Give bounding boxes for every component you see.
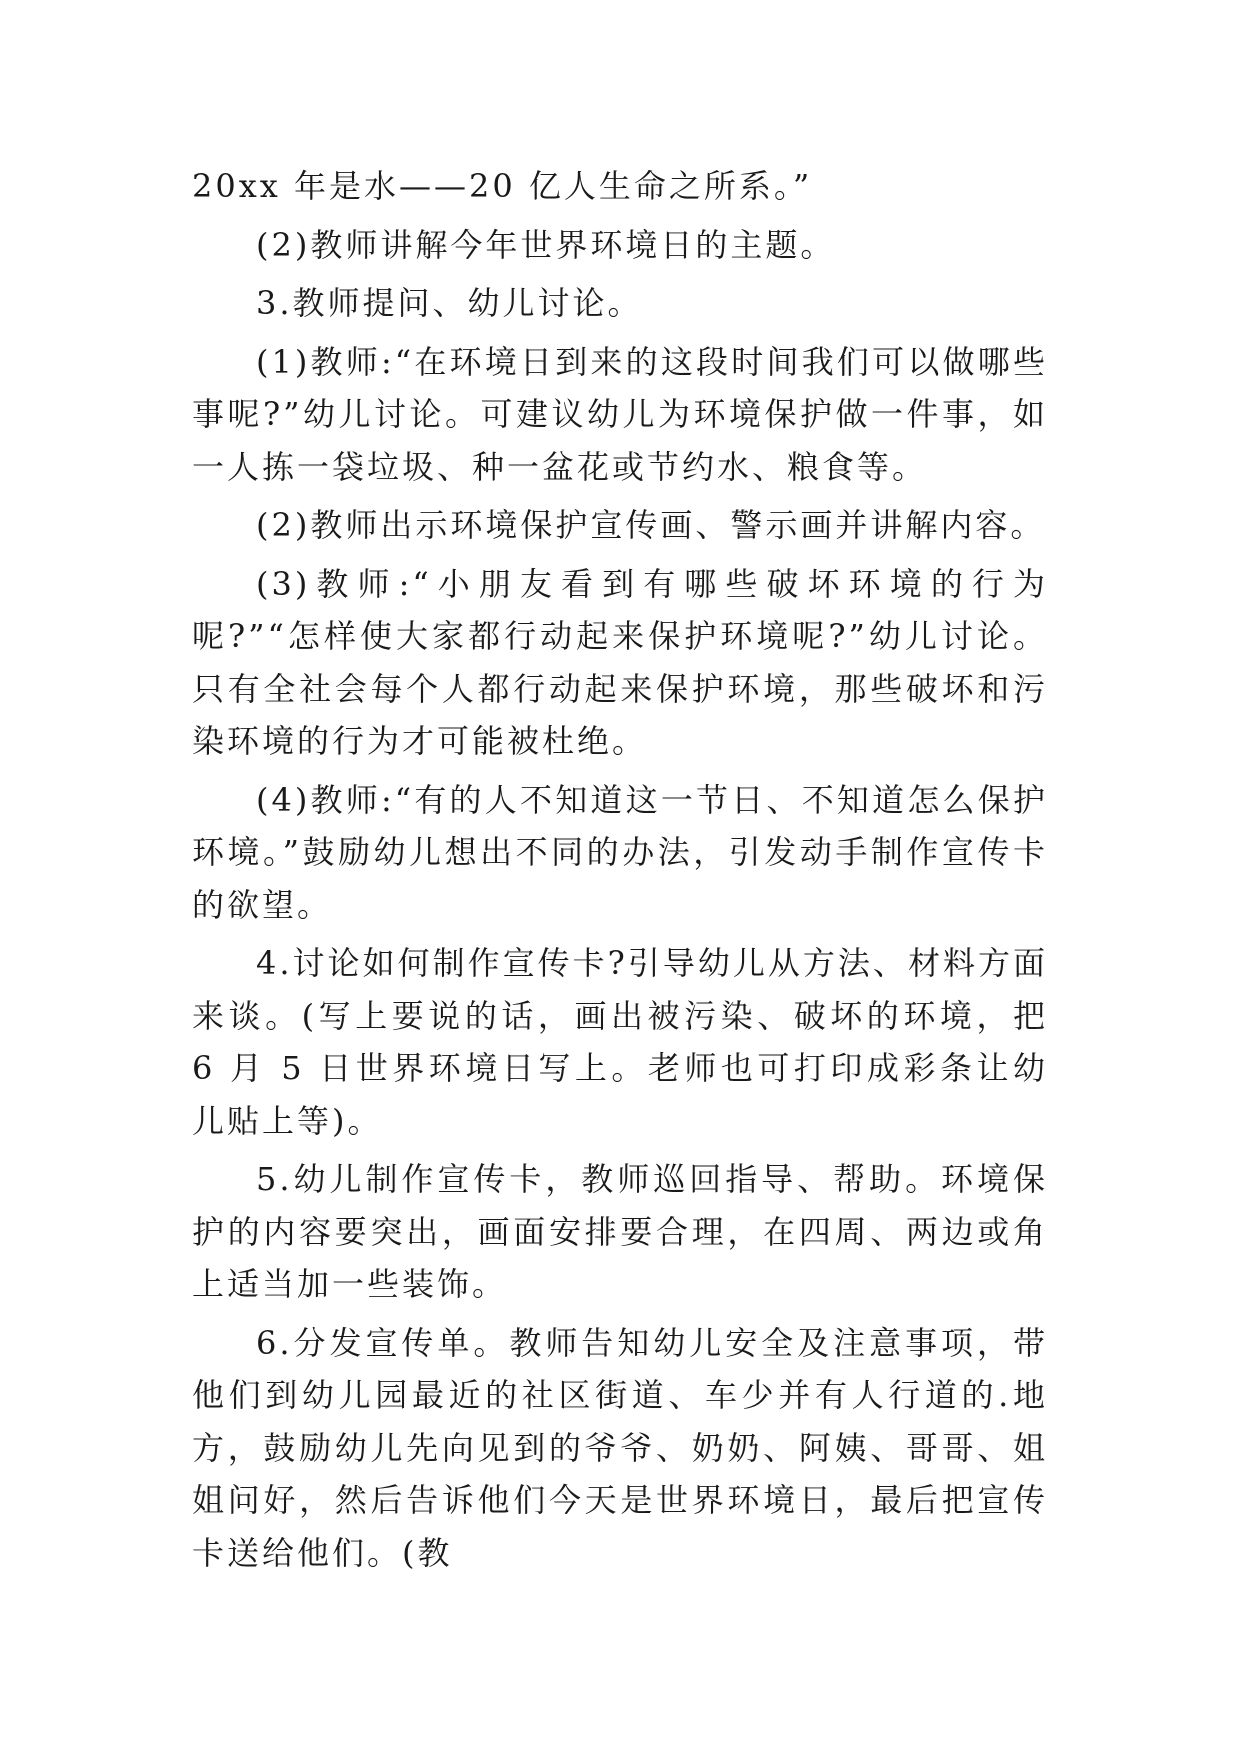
- paragraph-2: (2)教师讲解今年世界环境日的主题。: [256, 225, 836, 264]
- paragraph-5: (2)教师出示环境保护宣传画、警示画并讲解内容。: [256, 506, 1046, 544]
- paragraph-3: 3.教师提问、幼儿讨论。: [256, 284, 643, 322]
- paragraph-9: 5.幼儿制作宣传卡，教师巡回指导、帮助。环境保护的内容要突出，画面安排要合理，在四周、两边或角上适当加一些装饰。: [192, 1160, 1048, 1303]
- document-body: [192, 160, 1048, 1585]
- paragraph-8: 4.讨论如何制作宣传卡?引导幼儿从方法、材料方面来谈。(写上要说的话，画出被污染、破坏的环境，把 6 月 5 日世界环境日写上。老师也可打印成彩条让幼儿贴上等)。: [192, 944, 1048, 1140]
- paragraph-6: (3)教师:“小朋友看到有哪些破坏环境的行为呢?”“怎样使大家都行动起来保护环境呢?”幼儿讨论。只有全社会每个人都行动起来保护环境，那些破坏和污染环境的行为才可能被杜绝。: [192, 564, 1048, 760]
- paragraph-7: (4)教师:“有的人不知道这一节日、不知道怎么保护环境。”鼓励幼儿想出不同的办法，引发动手制作宣传卡的欲望。: [192, 780, 1048, 924]
- paragraph-1: 20xx 年是水——20 亿人生命之所系。”: [192, 167, 813, 205]
- paragraph-4: (1)教师:“在环境日到来的这段时间我们可以做哪些事呢?”幼儿讨论。可建议幼儿为环境保护做一件事，如一人拣一袋垃圾、种一盆花或节约水、粮食等。: [192, 342, 1048, 486]
- paragraph-10: 6.分发宣传单。教师告知幼儿安全及注意事项，带他们到幼儿园最近的社区街道、车少并有人行道的.地方，鼓励幼儿先向见到的爷爷、奶奶、阿姨、哥哥、姐姐问好，然后告诉他们今天是世界环境日，最后把宣传卡送给他们。(教: [192, 1323, 1048, 1572]
